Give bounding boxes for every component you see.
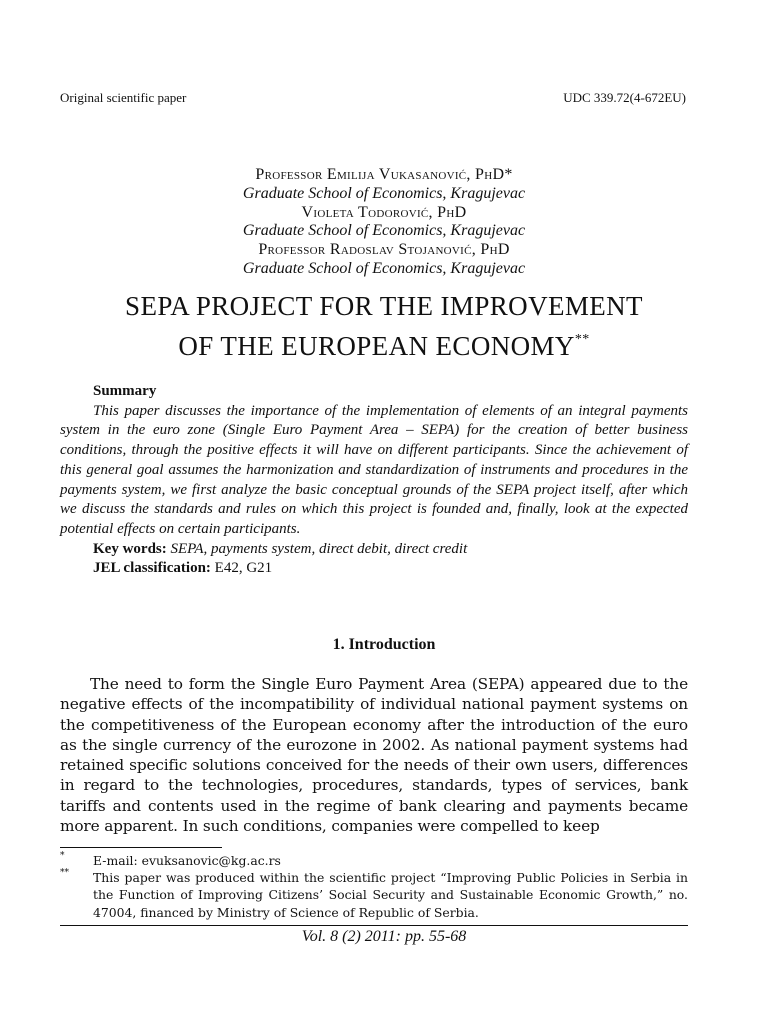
author-affiliation-3: Graduate School of Economics, Kragujevac bbox=[242, 259, 526, 277]
footnote-1 bbox=[60, 852, 688, 869]
keywords-value: SEPA, payments system, direct debit, direct credit bbox=[170, 540, 468, 557]
body-paragraph: The need to form the Single Euro Payment Area (SEPA) appeared due to the negative effects of the incompatibility of individual national payment systems on the competitiveness of the European economy after the introduction of the euro as the single currency of the eurozone in 2002. As national payment systems had retained specific solutions conceived for the needs of their own users, differences in regard to the technologies, procedures, standards, types of services, bank tariffs and contents used in the regime of bank clearing and payments became more apparent. In such conditions, companies were compelled to keep bbox=[60, 675, 688, 836]
summary-heading: Summary bbox=[93, 383, 157, 399]
udc-code: UDC 339.72(4-672EU) bbox=[563, 90, 686, 105]
jel-label: JEL classification: bbox=[93, 560, 211, 577]
title-line-2-text: OF THE EUROPEAN ECONOMY bbox=[178, 331, 575, 361]
author-name-2: Violeta Todorović, PhD bbox=[301, 203, 467, 221]
summary-block bbox=[60, 382, 688, 579]
footnote-text-2: This paper was produced within the scientific project “Improving Public Policies in Serbia in the Function of Improving Citizens’ Social Security and Sustainable Economic Growth,” no. 47004, financed by Ministry of Science of Republic of Serbia. bbox=[93, 870, 688, 920]
footnote-divider bbox=[60, 847, 222, 848]
article-type-label: Original scientific paper bbox=[60, 90, 187, 105]
author-name-3: Professor Radoslav Stojanović, PhD bbox=[258, 241, 510, 259]
footer-divider bbox=[60, 925, 688, 926]
jel-value: E42, G21 bbox=[214, 560, 273, 577]
paper-title bbox=[0, 290, 768, 363]
title-line-2 bbox=[0, 323, 768, 363]
journal-citation: Vol. 8 (2) 2011: pp. 55-68 bbox=[301, 928, 467, 945]
author-affiliation-2: Graduate School of Economics, Kragujevac bbox=[242, 222, 526, 240]
title-line-1: SEPA PROJECT FOR THE IMPROVEMENT bbox=[125, 291, 643, 321]
footnote-mark-2: ** bbox=[60, 868, 69, 879]
footnote-mark-1: * bbox=[60, 851, 65, 861]
title-footnote-marker: ** bbox=[574, 332, 590, 347]
footnote-2 bbox=[60, 869, 688, 921]
author-name-1: Professor Emilija Vukasanović, PhD* bbox=[255, 166, 513, 183]
section-heading: 1. Introduction bbox=[332, 636, 436, 653]
author-block bbox=[0, 166, 768, 279]
footnote-text-1: E-mail: evuksanovic@kg.ac.rs bbox=[93, 853, 281, 868]
footnotes bbox=[60, 852, 688, 921]
keywords-label: Key words: bbox=[93, 540, 167, 557]
keywords-line bbox=[60, 540, 688, 560]
jel-line bbox=[60, 559, 688, 579]
summary-text: This paper discusses the importance of the implementation of elements of an integral payments system in the euro zone (Single Euro Payment Area – SEPA) for the creation of better business conditions, through the positive effects it will have on different participants. Since the achievement of this general goal assumes the harmonization and standardization of instruments and procedures in the payments system, we first analyze the basic conceptual grounds of the SEPA project itself, after which we discuss the standards and rules on which this project is founded and, finally, look at the expected potential effects on certain participants. bbox=[60, 402, 688, 537]
author-affiliation-1: Graduate School of Economics, Kragujevac bbox=[242, 184, 526, 202]
